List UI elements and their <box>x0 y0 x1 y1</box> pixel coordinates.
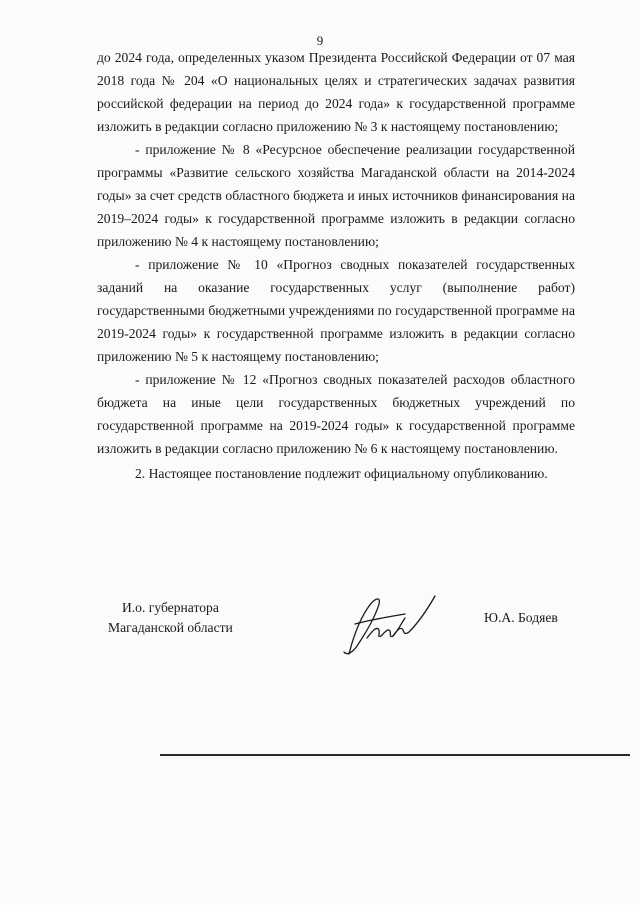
bottom-divider <box>160 754 630 756</box>
signature-block <box>0 598 640 668</box>
document-body <box>97 46 575 485</box>
signer-title-line2: Магаданской области <box>108 620 233 635</box>
paragraph-appendix-10: - приложение № 10 «Прогноз сводных показателей государственных заданий на оказание государственных услуг (выполнение работ) государственными бюджетными учреждениями по государственной программе на 2019-2024 годы» к государственной программе изложить в редакции согласно приложению № 5 к настоящему постановлению; <box>97 257 575 364</box>
page-number: 9 <box>316 33 324 48</box>
signer-name: Ю.А. Бодяев <box>484 610 558 625</box>
signer-title <box>108 598 233 638</box>
signer-title-line1: И.о. губернатора <box>121 600 219 615</box>
paragraph-appendix-12: - приложение № 12 «Прогноз сводных показателей расходов областного бюджета на иные цели государственных бюджетных учреждений по государственной программе на 2019-2024 годы» к государственной программе изложить в редакции согласно приложению № 6 к настоящему постановлению. <box>97 372 575 456</box>
handwritten-signature <box>335 590 440 662</box>
paragraph-publication: 2. Настоящее постановление подлежит официальному опубликованию. <box>135 466 548 481</box>
paragraph-continuation: до 2024 года, определенных указом Президента Российской Федерации от 07 мая 2018 года № 204 «О национальных целях и стратегических задачах развития российской федерации на период до 2024 года» к государственной программе изложить в редакции согласно приложению № 3 к настоящему постановлению; <box>97 50 575 134</box>
paragraph-appendix-8: - приложение № 8 «Ресурсное обеспечение реализации государственной программы «Развитие сельского хозяйства Магаданской области на 2014-2024 годы» за счет средств областного бюджета и иных источников финансирования на 2019–2024 годы» к государственной программе изложить в редакции согласно приложению № 4 к настоящему постановлению; <box>97 142 575 249</box>
